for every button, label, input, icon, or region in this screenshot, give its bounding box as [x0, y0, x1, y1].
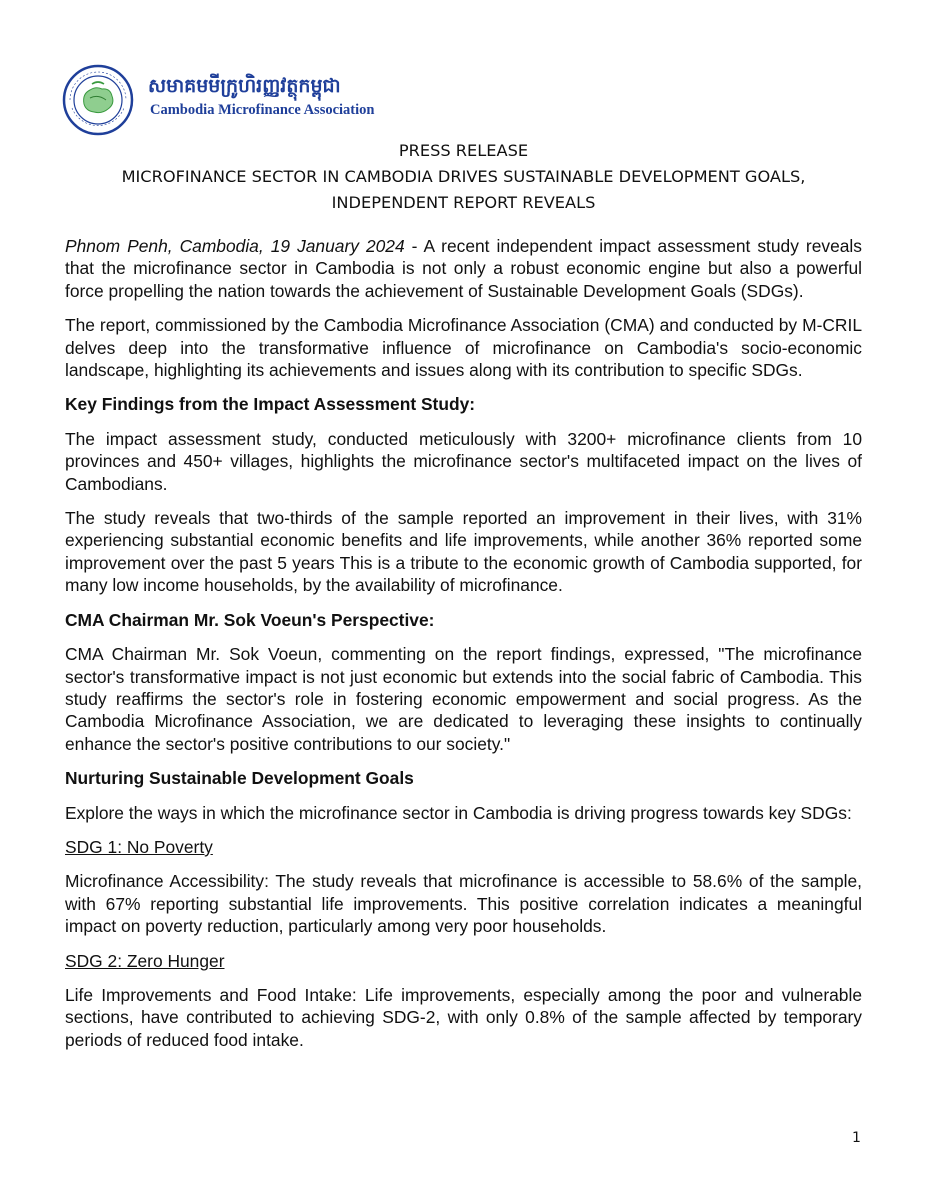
- sdg2-paragraph: Life Improvements and Food Intake: Life improvements, especially among the poor and vulnerable sections, have contributed to achieving SDG-2, with only 0.8% of the sample affected by temporary periods of reduced food intake.: [65, 984, 862, 1050]
- chairman-quote-paragraph: CMA Chairman Mr. Sok Voeun, commenting on the report findings, expressed, "The microfinance sector's transformative impact is not just economic but extends into the social fabric of Cambodia. This study reaffirms the sector's role in fostering economic empowerment and social progress. As the Cambodia Microfinance Association, we are dedicated to leveraging these insights to continually enhance the sector's positive contributions to our society.": [65, 644, 862, 754]
- intro-text: - A recent independent impact assessment study reveals that the microfinance sector in Cambodia is not only a robust economic engine but also a powerful force propelling the nation towards the achievement of Sustainable Development Goals (SDGs).: [65, 236, 862, 301]
- press-release-header: [0, 138, 927, 216]
- logo-khmer-name: សមាគមមីក្រូហិរញ្ញវត្ថុកម្ពុជា: [148, 75, 341, 97]
- sdg1-paragraph: Microfinance Accessibility: The study reveals that microfinance is accessible to 58.6% of the sample, with 67% reporting substantial life improvements. This positive correlation indicates a meaningful impact on poverty reduction, particularly among very poor households.: [65, 871, 862, 937]
- cma-emblem-icon: [62, 64, 134, 136]
- intro-paragraph: [65, 235, 862, 302]
- section-heading-key-findings: Key Findings from the Impact Assessment Study:: [65, 394, 476, 415]
- dateline: Phnom Penh, Cambodia, 19 January 2024: [65, 236, 405, 256]
- headline-line-1: MICROFINANCE SECTOR IN CAMBODIA DRIVES SUSTAINABLE DEVELOPMENT GOALS,: [121, 167, 806, 186]
- logo-english-name: Cambodia Microfinance Association: [150, 102, 375, 118]
- cma-logo: [62, 64, 375, 136]
- report-paragraph: The report, commissioned by the Cambodia Microfinance Association (CMA) and conducted by M-CRIL delves deep into the transformative influence of microfinance on Cambodia's socio-economic landscape, highlighting its achievements and issues along with its contribution to specific SDGs.: [65, 315, 862, 381]
- press-release-label: PRESS RELEASE: [398, 141, 529, 160]
- document-body: [65, 235, 862, 1063]
- headline-line-2: INDEPENDENT REPORT REVEALS: [331, 193, 596, 212]
- study-paragraph: The impact assessment study, conducted meticulously with 3200+ microfinance clients from 10 provinces and 450+ villages, highlights the microfinance sector's multifaceted impact on the lives of Cambodians.: [65, 428, 862, 494]
- section-heading-chairman: CMA Chairman Mr. Sok Voeun's Perspective:: [65, 609, 435, 630]
- page-number: 1: [852, 1130, 861, 1146]
- section-heading-sdgs: Nurturing Sustainable Development Goals: [65, 768, 414, 789]
- findings-paragraph: The study reveals that two-thirds of the sample reported an improvement in their lives, with 31% experiencing substantial economic benefits and life improvements, while another 36% reported some improvement over the past 5 years This is a tribute to the economic growth of Cambodia supported, for many low income households, by the availability of microfinance.: [65, 508, 862, 596]
- sdg2-heading: SDG 2: Zero Hunger: [65, 950, 225, 971]
- sdg-intro-paragraph: Explore the ways in which the microfinance sector in Cambodia is driving progress towards key SDGs:: [65, 802, 852, 823]
- sdg1-heading: SDG 1: No Poverty: [65, 836, 213, 857]
